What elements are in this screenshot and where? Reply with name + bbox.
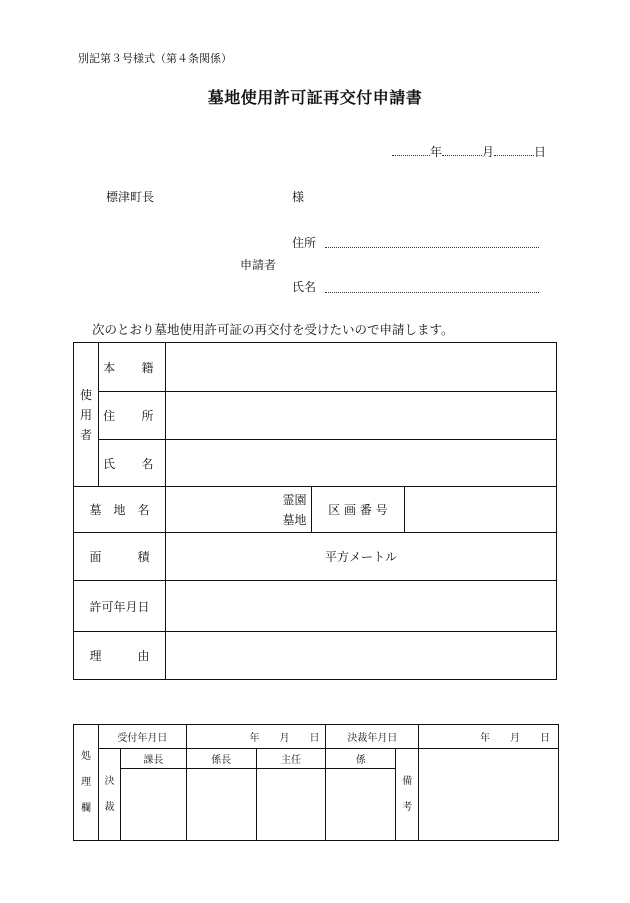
jusho-field[interactable]: [165, 392, 556, 440]
addressee-honorific: 様: [292, 190, 305, 204]
stamp-shunin[interactable]: [256, 769, 326, 841]
role-shunin: 主任: [256, 749, 326, 769]
permit-date-field[interactable]: [165, 581, 556, 632]
role-kakari: 係: [326, 749, 396, 769]
day-label: 日: [534, 145, 547, 159]
bochi-name-label: 墓 地 名: [74, 487, 166, 533]
year-field[interactable]: [392, 155, 430, 156]
date-line: [392, 143, 546, 160]
kessai-label: 決 裁: [98, 749, 120, 841]
month-label: 月: [482, 145, 495, 159]
address-field[interactable]: [325, 247, 539, 248]
section-number-label: 区 画 番 号: [311, 487, 405, 533]
stamp-kacho[interactable]: [120, 769, 186, 841]
addressee-name: 標津町長: [106, 190, 155, 204]
reason-field[interactable]: [165, 632, 556, 680]
reason-label: 理 由: [74, 632, 166, 680]
user-group-label: 使 用 者: [74, 343, 99, 487]
shimei-label: 氏 名: [98, 440, 165, 487]
permit-date-label: 許可年月日: [74, 581, 166, 632]
processing-table: [73, 724, 559, 841]
area-field[interactable]: [165, 533, 556, 581]
day-field[interactable]: [494, 155, 534, 156]
honseki-label: 本 籍: [98, 343, 165, 392]
intro-text: 次のとおり墓地使用許可証の再交付を受けたいので申請します。: [92, 322, 454, 337]
role-kacho: 課長: [120, 749, 186, 769]
shimei-field[interactable]: [165, 440, 556, 487]
process-group-label: 処 理 欄: [74, 725, 99, 841]
remarks-field[interactable]: [419, 749, 559, 841]
area-label: 面 積: [74, 533, 166, 581]
year-label: 年: [430, 145, 443, 159]
section-number-field[interactable]: [405, 487, 557, 533]
stamp-kakari[interactable]: [326, 769, 396, 841]
address-label: 住所: [292, 236, 317, 250]
remarks-label: 備 考: [396, 749, 419, 841]
application-table: [73, 342, 557, 680]
page-title: 墓地使用許可証再交付申請書: [207, 88, 423, 107]
name-field[interactable]: [325, 292, 539, 293]
decision-date-label: 決裁年月日: [326, 725, 419, 749]
applicant-label: 申請者: [240, 258, 277, 272]
received-date-label: 受付年月日: [98, 725, 186, 749]
form-note: 別記第３号様式（第４条関係）: [78, 52, 232, 65]
area-unit: 平方メートル: [324, 550, 397, 564]
name-label: 氏名: [292, 280, 317, 294]
received-date-field[interactable]: 年 月 日: [186, 725, 326, 749]
type-options[interactable]: 霊園 墓地: [165, 487, 311, 533]
jusho-label: 住 所: [98, 392, 165, 440]
decision-date-field[interactable]: 年 月 日: [419, 725, 559, 749]
honseki-field[interactable]: [165, 343, 556, 392]
stamp-kakaricho[interactable]: [186, 769, 256, 841]
month-field[interactable]: [442, 155, 482, 156]
role-kakaricho: 係長: [186, 749, 256, 769]
